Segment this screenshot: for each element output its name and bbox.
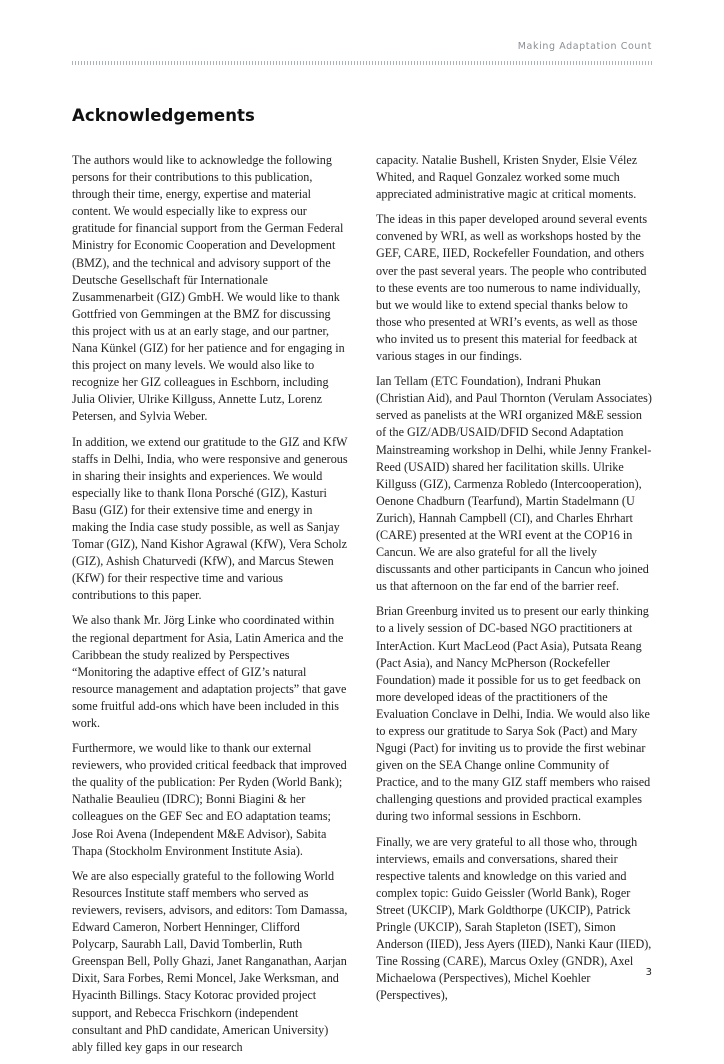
page-title: Acknowledgements — [72, 106, 255, 125]
paragraph: We are also especially grateful to the following World Resources Institute staff members who served as reviewers, revisers, advisors, and editors: Tom Damassa, Edward Cameron, Norbert Henninger, Clifford Polycarp, Saurabh Lall, David Tomberlin, Ruth Greenspan Bell, Polly Ghazi, Janet Ranganathan, Aarjan Dixit, Sara Forbes, Remi Moncel, Jake Werksman, and Hyacinth Billings. Stacy Kotorac provided project support, and Rebecca Frischkorn (independent consultant and PhD candidate, American University) ably filled key gaps in our research — [72, 868, 348, 1054]
paragraph: In addition, we extend our gratitude to the GIZ and KfW staffs in Delhi, India, who were responsive and generous in sharing their insights and experiences. We would especially like to thank Ilona Porsché (GIZ), Kasturi Basu (GIZ) for their extensive time and energy in making the India case study possible, as well as Sanjay Tomar (GIZ), Nand Kishor Agrawal (KfW), Vera Scholz (GIZ), Ashish Chaturvedi (KfW), and Marcus Stewen (KfW) for their respective time and various contributions to this paper. — [72, 434, 348, 603]
paragraph: capacity. Natalie Bushell, Kristen Snyder, Elsie Vélez Whited, and Raquel Gonzalez worked some much appreciated administrative magic at critical moments. — [376, 153, 638, 202]
running-header: Making Adaptation Count — [517, 41, 652, 52]
left-column — [72, 152, 348, 1064]
paragraph: We also thank Mr. Jörg Linke who coordinated within the regional department for Asia, Latin America and the Caribbean the study realized by Perspectives “Monitoring the adaptive effect of GIZ’s natural resource management and adaptation projects” that gave some fruitful add-ons which have been included in this work. — [72, 613, 347, 730]
right-column — [376, 152, 652, 1013]
header-dotted-rule — [72, 61, 652, 65]
paragraph: The authors would like to acknowledge the following persons for their contributions to this publication, through their time, energy, expertise and material content. We would especially like to express our gratitude for financial support from the German Federal Ministry for Economic Cooperation and Development (BMZ), and the technical and advisory support of the Deutsche Gesellschaft für Internationale Zusammenarbeit (GIZ) GmbH. We would like to thank Gottfried von Gemmingen at the BMZ for discussing this project with us at an early stage, and our partner, Nana Künkel (GIZ) for her patience and for engaging in this project on many levels. We would also like to recognize her GIZ colleagues in Eschborn, including Julia Olivier, Ulrike Killguss, Annette Lutz, Lorenz Petersen, and Sylvia Weber. — [72, 153, 345, 424]
paragraph: Ian Tellam (ETC Foundation), Indrani Phukan (Christian Aid), and Paul Thornton (Verulam Associates) served as panelists at the WRI organized M&E session of the GIZ/ADB/USAID/DFID Second Adaptation Mainstreaming workshop in Delhi, while Jenny Frankel-Reed (USAID) shared her facilitation skills. Ulrike Killguss (GIZ), Carmenza Robledo (Intercooperation), Oenone Chadburn (Tearfund), Martin Stadelmann (U Zurich), Hannah Campbell (CI), and Charles Ehrhart (CARE) presented at the WRI event at the COP16 in Cancun. We are also grateful for all the lively discussants and other participants in Cancun who joined us that afternoon on the far end of the barrier reef. — [376, 374, 652, 594]
paragraph: Brian Greenburg invited us to present our early thinking to a lively session of DC-based NGO practitioners at InterAction. Kurt MacLeod (Pact Asia), Putsata Reang (Pact Asia), and Nancy McPherson (Rockefeller Foundation) made it possible for us to get feedback on more developed ideas of the practitioners of the Evaluation Conclave in Delhi, India. We would also like to express our gratitude to Sarya Sok (Pact) and Mary Ngugi (Pact) for inviting us to provide the first webinar given on the SEA Change online Community of Practice, and to the many GIZ staff members who raised challenging questions and provided practical examples during two informal sessions in Eschborn. — [376, 604, 651, 824]
paragraph: Finally, we are very grateful to all those who, through interviews, emails and conversations, shared their respective talents and knowledge on this varied and complex topic: Guido Geissler (World Bank), Roger Street (UKCIP), Mark Goldthorpe (UKCIP), Patrick Pringle (UKCIP), Sarah Stapleton (ISET), Simon Anderson (IIED), Jess Ayers (IIED), Nanki Kaur (IIED), Tine Rossing (CARE), Marcus Oxley (GNDR), Axel Michaelowa (Perspectives), Michel Koehler (Perspectives), — [376, 834, 652, 1003]
page-number: 3 — [645, 967, 652, 978]
paragraph: Furthermore, we would like to thank our external reviewers, who provided critical feedback that improved the quality of the publication: Per Ryden (World Bank); Nathalie Beaulieu (IDRC); Bonni Biagini & her colleagues on the GEF Sec and EO adaptation teams; Jose Roi Avena (Independent M&E Advisor), Sabita Thapa (Stockholm Environment Institute Asia). — [72, 741, 347, 858]
paragraph: The ideas in this paper developed around several events convened by WRI, as well as workshops hosted by the GEF, CARE, IIED, Rockefeller Foundation, and others over the past several years. The people who contributed to these events are too numerous to name individually, but we would like to extend special thanks below to those who presented at WRI’s events, as well as those who invited us to present this material for feedback at various stages in our findings. — [376, 212, 648, 364]
